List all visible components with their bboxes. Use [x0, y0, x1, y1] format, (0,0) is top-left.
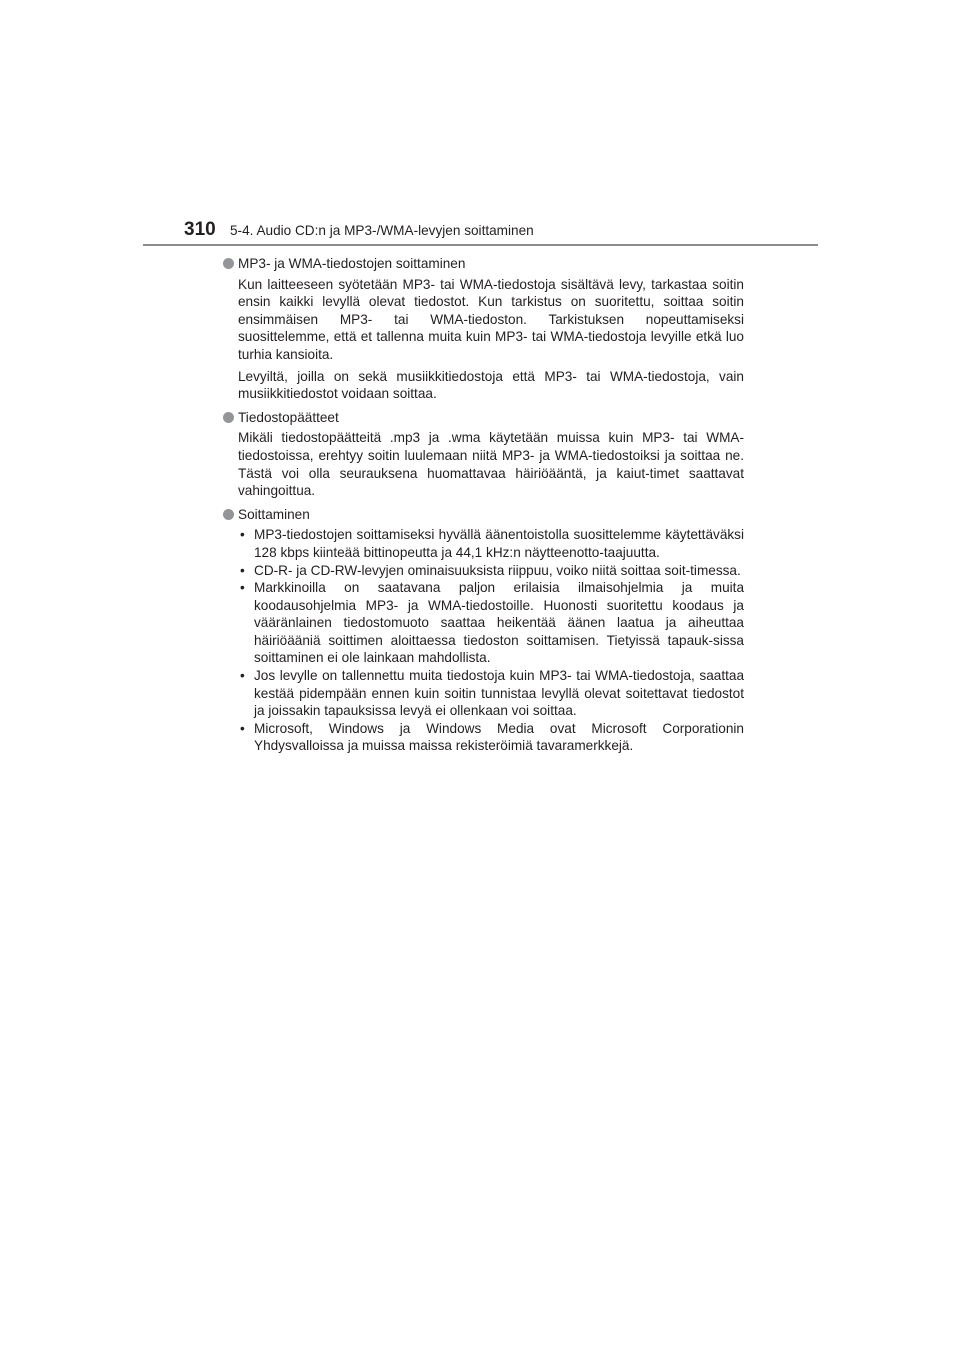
- section-heading-text: MP3- ja WMA-tiedostojen soittaminen: [238, 256, 466, 271]
- list-item: [238, 526, 744, 561]
- paragraph: Levyiltä, joilla on sekä musiikkitiedostoja että MP3- tai WMA-tiedostoja, vain musiikkitiedostot voidaan soittaa.: [238, 368, 744, 402]
- bullet-list: [238, 526, 744, 755]
- section-heading-text: Soittaminen: [238, 506, 310, 522]
- paragraph: Mikäli tiedostopäätteitä .mp3 ja .wma käytetään muissa kuin MP3- tai WMA-tiedostoissa, erehtyy soitin luulemaan niitä MP3- ja WMA-tiedostoiksi ja soittaa ne. Tästä voi olla seurauksena huomattavaa häiriöääntä, ja kaiut-timet saattavat vahingoittua.: [238, 430, 744, 499]
- bullet-icon: •: [240, 527, 245, 543]
- section-heading-text: Tiedostopäätteet: [238, 409, 339, 425]
- list-item: [238, 579, 744, 667]
- header-divider: [143, 244, 818, 246]
- bullet-icon: •: [240, 580, 245, 596]
- list-item: [238, 667, 744, 720]
- list-item-text: Markkinoilla on saatavana paljon erilaisia ilmaisohjelmia ja muita koodausohjelmia MP3- ja WMA-tiedostoille. Huonosti suoritettu koodaus ja vääränlainen tiedostomuoto saattaa heikentää äänen laatua ja aiheuttaa häiriöääniä soittimen aloittaessa tiedoston soittamisen. Tietyissä tapauk-sissa soittaminen ei ole lainkaan mahdollista.: [254, 580, 744, 666]
- circle-bullet-icon: [223, 412, 234, 423]
- section-mp3-wma-playback: [222, 255, 744, 403]
- section-file-extensions: [222, 409, 744, 500]
- list-item-text: Microsoft, Windows ja Windows Media ovat Microsoft Corporationin Yhdysvalloissa ja muissa maissa rekisteröimiä tavaramerkkejä.: [254, 720, 744, 754]
- paragraph: Kun laitteeseen syötetään MP3- tai WMA-tiedostoja sisältävä levy, tarkastaa soitin ensin kaikki levyllä olevat tiedostot. Kun tarkistus on suoritettu, soittaa soitin ensimmäisen MP3- tai WMA-tiedoston. Tarkistuksen nopeuttamiseksi suosittelemme, että et tallenna muita kuin MP3- tai WMA-tiedostoja levyille etkä luo turhia kansioita.: [238, 276, 744, 362]
- circle-bullet-icon: [223, 258, 234, 269]
- list-item-text: Jos levylle on tallennettu muita tiedostoja kuin MP3- tai WMA-tiedostoja, saattaa kestää pidempään ennen kuin soitin tunnistaa levyllä olevat soitettavat tiedostot ja joissakin tapauksissa levyä ei ollenkaan voi soittaa.: [254, 668, 744, 719]
- section-heading: [222, 506, 744, 524]
- page-number: 310: [184, 219, 216, 240]
- list-item-text: MP3-tiedostojen soittamiseksi hyvällä äänentoistolla suosittelemme käytettäväksi 128 kbps kiinteää bittinopeutta ja 44,1 kHz:n näytteenotto-taajuutta.: [254, 527, 744, 560]
- list-item-text: CD-R- ja CD-RW-levyjen ominaisuuksista riippuu, voiko niitä soittaa soit-timessa.: [254, 562, 741, 578]
- page-header: [184, 218, 824, 242]
- section-heading: [222, 409, 744, 427]
- section-title: 5-4. Audio CD:n ja MP3-/WMA-levyjen soittaminen: [230, 223, 534, 238]
- list-item: [238, 720, 744, 755]
- bullet-icon: •: [240, 668, 245, 684]
- list-item: [238, 562, 744, 580]
- section-heading: [222, 255, 744, 273]
- circle-bullet-icon: [223, 509, 234, 520]
- section-playback: [222, 506, 744, 755]
- main-content: [222, 255, 744, 761]
- bullet-icon: •: [240, 720, 245, 736]
- bullet-icon: •: [240, 562, 245, 578]
